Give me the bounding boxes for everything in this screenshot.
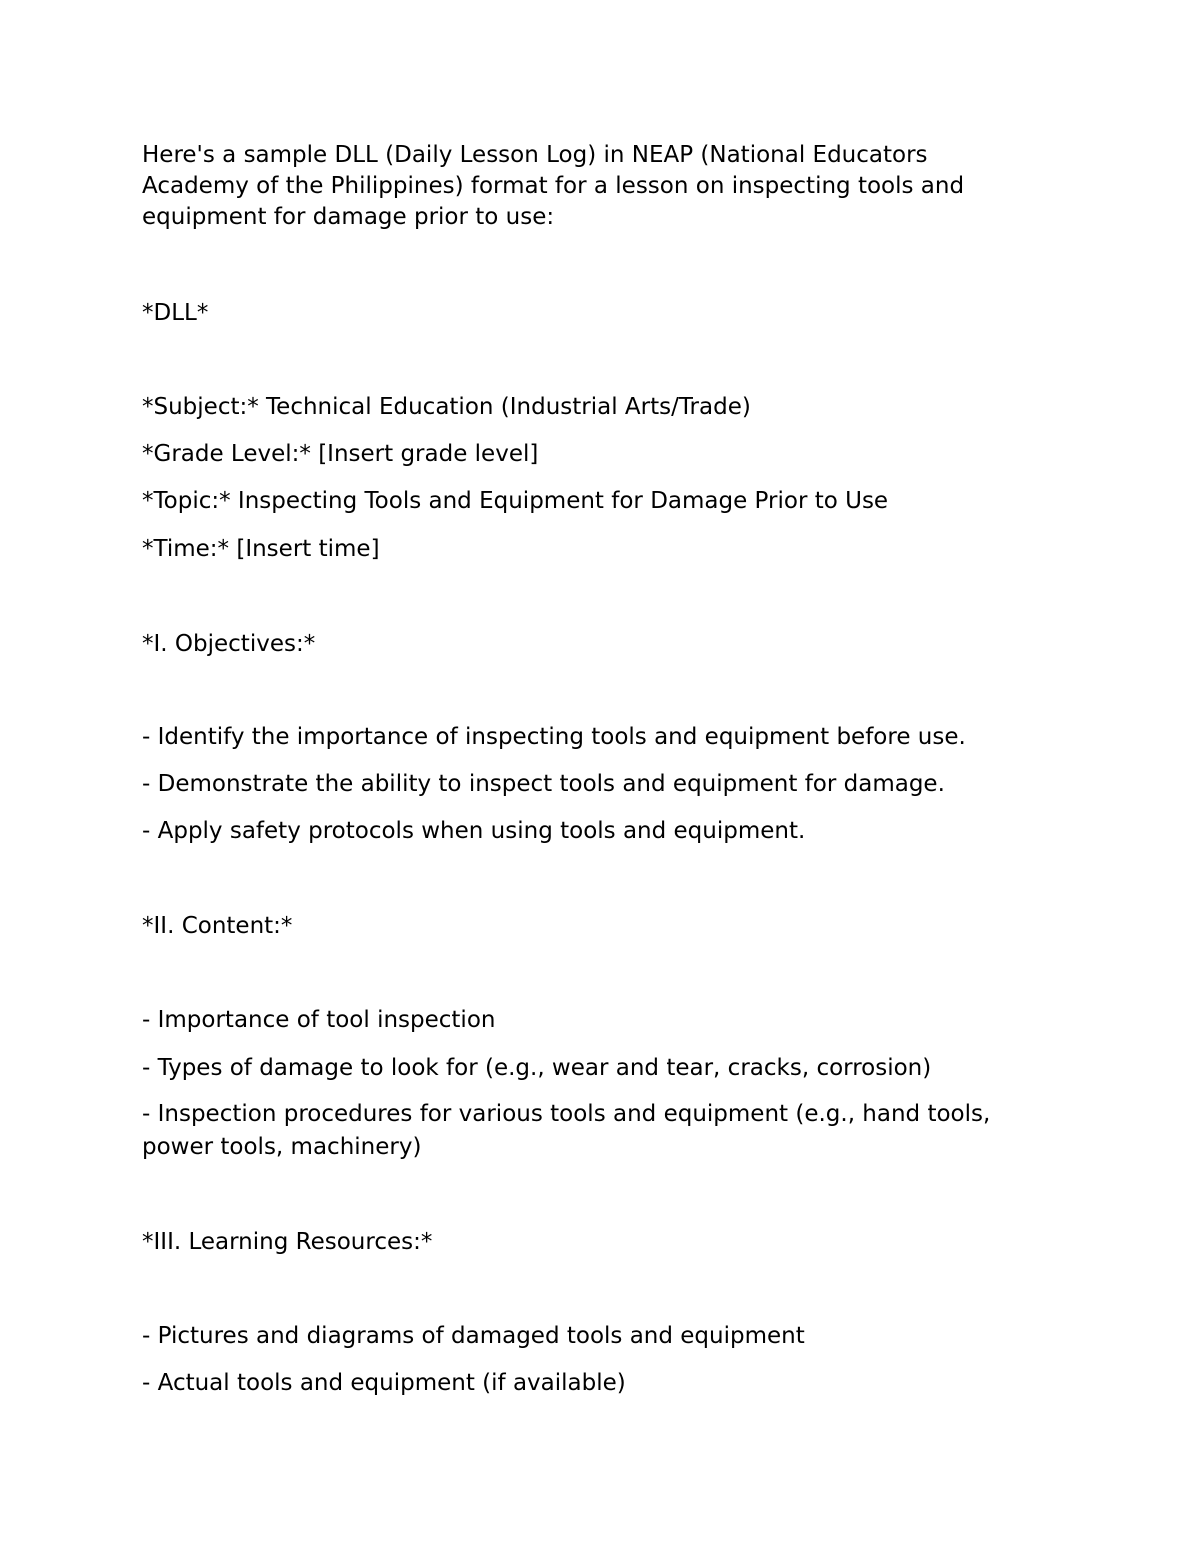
content-heading: *II. Content:*: [142, 913, 293, 939]
content-item: - Types of damage to look for (e.g., wear and tear, cracks, corrosion): [142, 1055, 932, 1081]
learning-resources-heading: *III. Learning Resources:*: [142, 1229, 433, 1255]
objective-item: - Demonstrate the ability to inspect tools and equipment for damage.: [142, 771, 945, 797]
intro-line-1: Here's a sample DLL (Daily Lesson Log) in NEAP (National Educators: [142, 142, 928, 168]
dll-heading: *DLL*: [142, 300, 209, 326]
content-item: - Importance of tool inspection: [142, 1007, 496, 1033]
grade-level-line: *Grade Level:* [Insert grade level]: [142, 441, 539, 467]
subject-line: *Subject:* Technical Education (Industrial Arts/Trade): [142, 394, 751, 420]
learning-resource-item: - Actual tools and equipment (if available): [142, 1370, 626, 1396]
topic-line: *Topic:* Inspecting Tools and Equipment for Damage Prior to Use: [142, 488, 889, 514]
objectives-heading: *I. Objectives:*: [142, 631, 316, 657]
content-item-continued: power tools, machinery): [142, 1134, 422, 1160]
objective-item: - Identify the importance of inspecting tools and equipment before use.: [142, 724, 966, 750]
intro-line-3: equipment for damage prior to use:: [142, 204, 555, 230]
time-line: *Time:* [Insert time]: [142, 536, 380, 562]
intro-line-2: Academy of the Philippines) format for a lesson on inspecting tools and: [142, 173, 965, 199]
content-item: - Inspection procedures for various tools and equipment (e.g., hand tools,: [142, 1101, 991, 1127]
learning-resource-item: - Pictures and diagrams of damaged tools and equipment: [142, 1323, 805, 1349]
objective-item: - Apply safety protocols when using tools and equipment.: [142, 818, 806, 844]
